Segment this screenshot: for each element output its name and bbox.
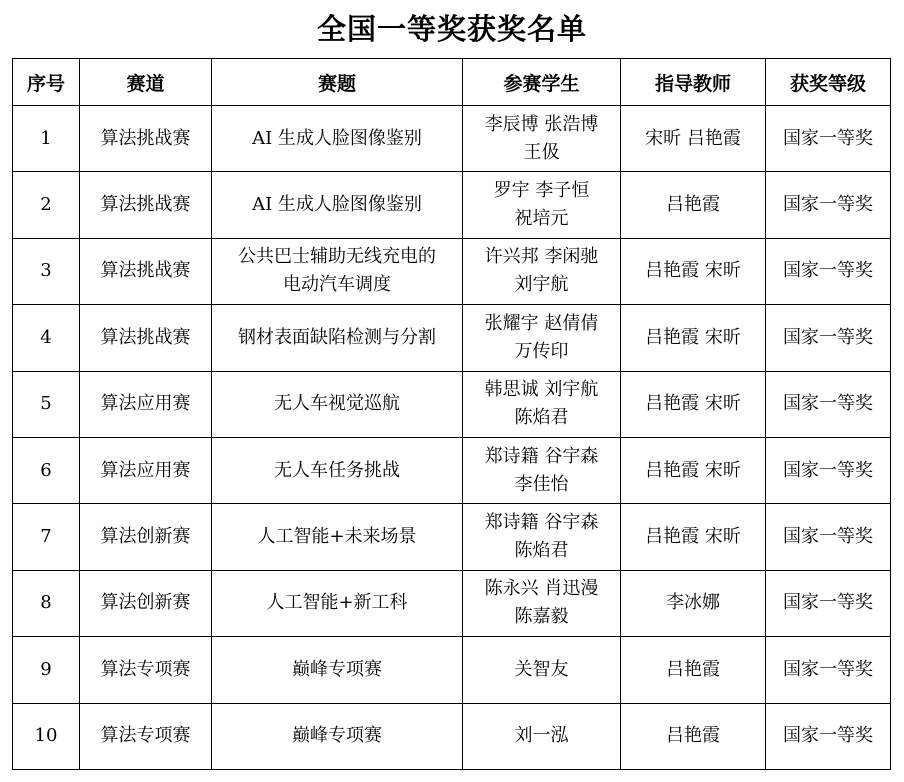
cell-topic: AI 生成人脸图像鉴别 — [212, 106, 463, 172]
cell-no: 10 — [13, 703, 80, 769]
header-students: 参赛学生 — [463, 59, 621, 106]
cell-students: 韩思诚 刘宇航 陈焰君 — [463, 371, 621, 437]
cell-topic: 人工智能+新工科 — [212, 570, 463, 636]
cell-students: 刘一泓 — [463, 703, 621, 769]
table-row — [13, 437, 891, 503]
cell-level: 国家一等奖 — [766, 305, 891, 371]
cell-track: 算法创新赛 — [80, 504, 212, 570]
table-row — [13, 371, 891, 437]
cell-students: 张耀宇 赵倩倩 万传印 — [463, 305, 621, 371]
cell-level: 国家一等奖 — [766, 437, 891, 503]
cell-advisor: 吕艳霞 宋昕 — [621, 371, 766, 437]
cell-advisor: 宋昕 吕艳霞 — [621, 106, 766, 172]
cell-level: 国家一等奖 — [766, 238, 891, 304]
cell-topic: AI 生成人脸图像鉴别 — [212, 172, 463, 238]
cell-advisor: 吕艳霞 宋昕 — [621, 305, 766, 371]
table-row — [13, 570, 891, 636]
cell-students: 许兴邦 李闲驰 刘宇航 — [463, 238, 621, 304]
cell-level: 国家一等奖 — [766, 172, 891, 238]
page-title: 全国一等奖获奖名单 — [316, 12, 587, 46]
cell-advisor: 吕艳霞 — [621, 172, 766, 238]
cell-students: 关智友 — [463, 637, 621, 703]
table-row — [13, 703, 891, 769]
cell-track: 算法挑战赛 — [80, 305, 212, 371]
header-track: 赛道 — [80, 59, 212, 106]
cell-no: 6 — [13, 437, 80, 503]
cell-topic: 巅峰专项赛 — [212, 637, 463, 703]
cell-track: 算法创新赛 — [80, 570, 212, 636]
table-row — [13, 305, 891, 371]
cell-no: 9 — [13, 637, 80, 703]
cell-track: 算法应用赛 — [80, 371, 212, 437]
cell-track: 算法挑战赛 — [80, 238, 212, 304]
cell-level: 国家一等奖 — [766, 570, 891, 636]
table-row — [13, 504, 891, 570]
cell-track: 算法挑战赛 — [80, 172, 212, 238]
cell-advisor: 李冰娜 — [621, 570, 766, 636]
cell-level: 国家一等奖 — [766, 703, 891, 769]
cell-level: 国家一等奖 — [766, 637, 891, 703]
cell-topic: 钢材表面缺陷检测与分割 — [212, 305, 463, 371]
cell-topic: 巅峰专项赛 — [212, 703, 463, 769]
cell-advisor: 吕艳霞 宋昕 — [621, 437, 766, 503]
cell-advisor: 吕艳霞 — [621, 637, 766, 703]
table-row — [13, 172, 891, 238]
cell-advisor: 吕艳霞 宋昕 — [621, 238, 766, 304]
cell-topic: 无人车任务挑战 — [212, 437, 463, 503]
cell-no: 4 — [13, 305, 80, 371]
header-topic: 赛题 — [212, 59, 463, 106]
cell-no: 5 — [13, 371, 80, 437]
cell-students: 李辰博 张浩博 王伋 — [463, 106, 621, 172]
cell-no: 2 — [13, 172, 80, 238]
cell-students: 郑诗籍 谷宇森 陈焰君 — [463, 504, 621, 570]
cell-no: 8 — [13, 570, 80, 636]
cell-track: 算法应用赛 — [80, 437, 212, 503]
cell-advisor: 吕艳霞 — [621, 703, 766, 769]
cell-track: 算法专项赛 — [80, 637, 212, 703]
table-row — [13, 238, 891, 304]
cell-students: 郑诗籍 谷宇森 李佳怡 — [463, 437, 621, 503]
cell-students: 罗宇 李子恒 祝培元 — [463, 172, 621, 238]
cell-level: 国家一等奖 — [766, 371, 891, 437]
cell-topic: 无人车视觉巡航 — [212, 371, 463, 437]
cell-track: 算法专项赛 — [80, 703, 212, 769]
cell-no: 7 — [13, 504, 80, 570]
cell-no: 3 — [13, 238, 80, 304]
table-row — [13, 637, 891, 703]
header-level: 获奖等级 — [766, 59, 891, 106]
cell-topic: 公共巴士辅助无线充电的 电动汽车调度 — [212, 238, 463, 304]
cell-no: 1 — [13, 106, 80, 172]
cell-track: 算法挑战赛 — [80, 106, 212, 172]
award-table — [12, 58, 891, 770]
cell-level: 国家一等奖 — [766, 504, 891, 570]
table-header-row — [13, 59, 891, 106]
header-advisor: 指导教师 — [621, 59, 766, 106]
cell-level: 国家一等奖 — [766, 106, 891, 172]
table-row — [13, 106, 891, 172]
cell-students: 陈永兴 肖迅漫 陈嘉毅 — [463, 570, 621, 636]
cell-advisor: 吕艳霞 宋昕 — [621, 504, 766, 570]
header-no: 序号 — [13, 59, 80, 106]
cell-topic: 人工智能+未来场景 — [212, 504, 463, 570]
